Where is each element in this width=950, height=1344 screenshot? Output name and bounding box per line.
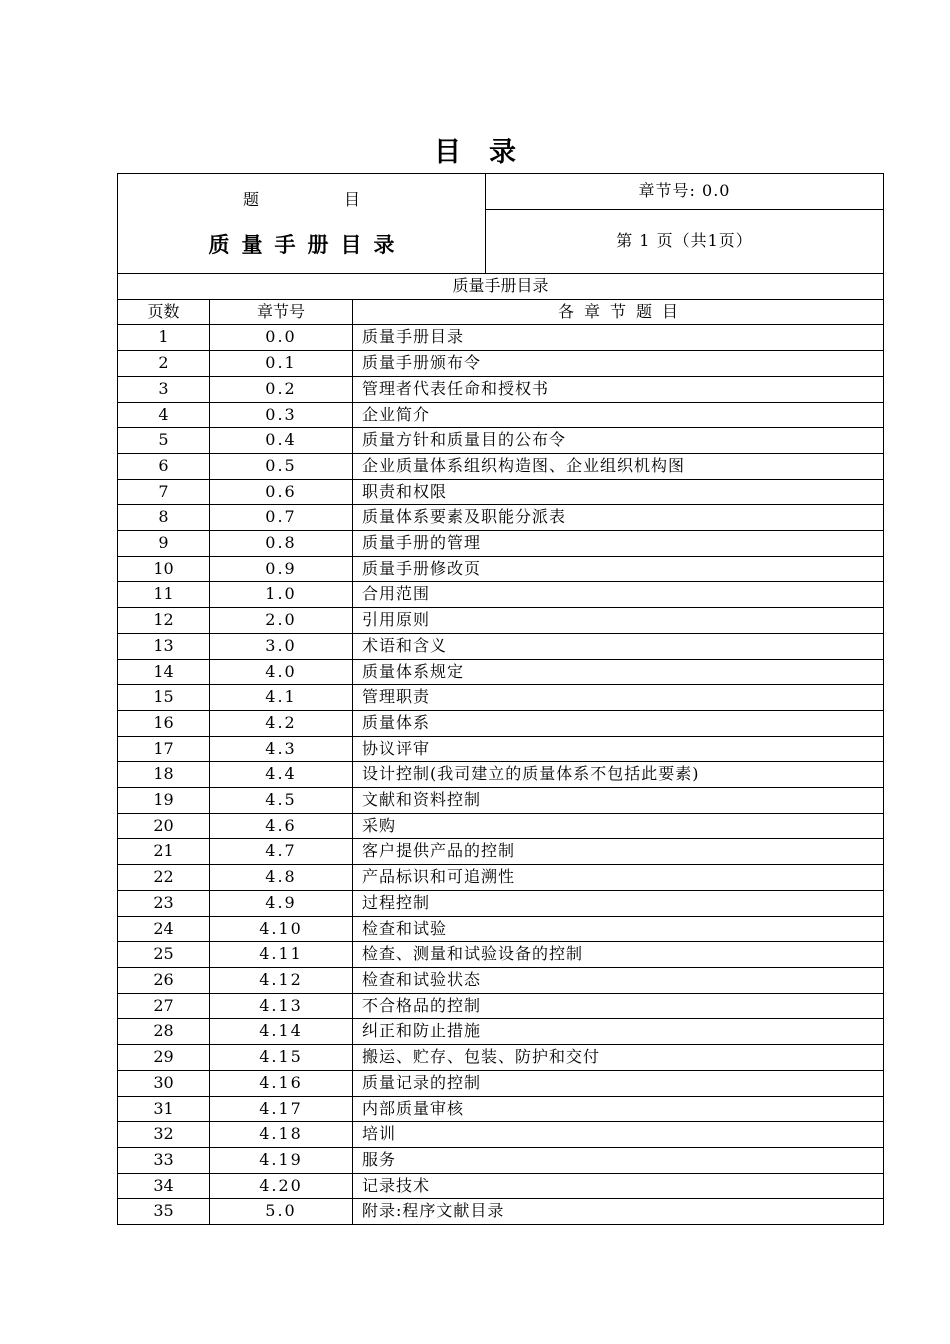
row-section-number: 0.2 — [210, 376, 353, 402]
row-section-number: 4.1 — [210, 685, 353, 711]
row-title: 质量记录的控制 — [353, 1070, 884, 1096]
column-header-section: 章节号 — [210, 299, 353, 325]
row-title: 纠正和防止措施 — [353, 1019, 884, 1045]
row-section-number: 5.0 — [210, 1199, 353, 1225]
row-section-number: 4.2 — [210, 710, 353, 736]
table-row — [118, 788, 884, 814]
row-page-number: 26 — [118, 967, 210, 993]
row-page-number: 14 — [118, 659, 210, 685]
row-section-number: 0.5 — [210, 453, 353, 479]
table-row — [118, 608, 884, 634]
column-header-title: 各章节题目 — [353, 299, 884, 325]
row-title: 质量体系要素及职能分派表 — [353, 505, 884, 531]
table-row — [118, 659, 884, 685]
row-section-number: 4.0 — [210, 659, 353, 685]
row-section-number: 4.20 — [210, 1173, 353, 1199]
row-page-number: 24 — [118, 916, 210, 942]
document-frame — [117, 173, 883, 1225]
row-section-number: 0.8 — [210, 531, 353, 557]
table-row — [118, 839, 884, 865]
row-page-number: 10 — [118, 556, 210, 582]
table-row — [118, 916, 884, 942]
table-row — [118, 1045, 884, 1071]
table-row — [118, 376, 884, 402]
table-row — [118, 505, 884, 531]
row-page-number: 17 — [118, 736, 210, 762]
row-section-number: 2.0 — [210, 608, 353, 634]
table-row — [118, 428, 884, 454]
row-page-number: 15 — [118, 685, 210, 711]
row-section-number: 0.9 — [210, 556, 353, 582]
row-page-number: 9 — [118, 531, 210, 557]
page-info: 第 1 页（共1页） — [486, 209, 884, 273]
row-page-number: 25 — [118, 942, 210, 968]
row-page-number: 6 — [118, 453, 210, 479]
row-section-number: 4.8 — [210, 865, 353, 891]
row-page-number: 31 — [118, 1096, 210, 1122]
row-title: 产品标识和可追溯性 — [353, 865, 884, 891]
table-row — [118, 967, 884, 993]
table-row — [118, 890, 884, 916]
row-page-number: 35 — [118, 1199, 210, 1225]
row-section-number: 0.3 — [210, 402, 353, 428]
table-row — [118, 1147, 884, 1173]
row-title: 检查和试验 — [353, 916, 884, 942]
row-page-number: 11 — [118, 582, 210, 608]
row-section-number: 4.18 — [210, 1122, 353, 1148]
header-table — [117, 173, 884, 274]
row-page-number: 1 — [118, 325, 210, 351]
row-section-number: 0.6 — [210, 479, 353, 505]
row-title: 质量手册颁布令 — [353, 351, 884, 377]
table-row — [118, 633, 884, 659]
row-page-number: 33 — [118, 1147, 210, 1173]
row-page-number: 29 — [118, 1045, 210, 1071]
row-page-number: 23 — [118, 890, 210, 916]
row-page-number: 2 — [118, 351, 210, 377]
row-section-number: 4.7 — [210, 839, 353, 865]
row-section-number: 4.4 — [210, 762, 353, 788]
row-section-number: 4.16 — [210, 1070, 353, 1096]
row-page-number: 30 — [118, 1070, 210, 1096]
row-page-number: 28 — [118, 1019, 210, 1045]
table-row — [118, 993, 884, 1019]
row-title: 服务 — [353, 1147, 884, 1173]
row-title: 质量方针和质量目的公布令 — [353, 428, 884, 454]
row-section-number: 4.13 — [210, 993, 353, 1019]
table-row — [118, 479, 884, 505]
row-section-number: 4.6 — [210, 813, 353, 839]
table-row — [118, 453, 884, 479]
table-row — [118, 865, 884, 891]
row-title: 过程控制 — [353, 890, 884, 916]
table-row — [118, 1019, 884, 1045]
row-title: 培训 — [353, 1122, 884, 1148]
table-row — [118, 325, 884, 351]
topic-label: 题 目 — [242, 190, 401, 209]
table-row — [118, 402, 884, 428]
row-page-number: 18 — [118, 762, 210, 788]
table-row — [118, 1173, 884, 1199]
row-section-number: 4.10 — [210, 916, 353, 942]
row-title: 质量手册修改页 — [353, 556, 884, 582]
table-row — [118, 1096, 884, 1122]
row-page-number: 7 — [118, 479, 210, 505]
row-title: 搬运、贮存、包装、防护和交付 — [353, 1045, 884, 1071]
table-row — [118, 582, 884, 608]
table-row — [118, 762, 884, 788]
table-row — [118, 351, 884, 377]
row-title: 质量体系规定 — [353, 659, 884, 685]
row-page-number: 20 — [118, 813, 210, 839]
table-row — [118, 813, 884, 839]
row-title: 企业质量体系组织构造图、企业组织机构图 — [353, 453, 884, 479]
row-section-number: 4.9 — [210, 890, 353, 916]
row-section-number: 4.17 — [210, 1096, 353, 1122]
row-title: 质量体系 — [353, 710, 884, 736]
row-section-number: 0.1 — [210, 351, 353, 377]
row-title: 客户提供产品的控制 — [353, 839, 884, 865]
row-title: 质量手册目录 — [353, 325, 884, 351]
row-page-number: 4 — [118, 402, 210, 428]
row-title: 管理职责 — [353, 685, 884, 711]
row-title: 职责和权限 — [353, 479, 884, 505]
column-header-page: 页数 — [118, 299, 210, 325]
row-title: 检查、测量和试验设备的控制 — [353, 942, 884, 968]
row-title: 合用范围 — [353, 582, 884, 608]
row-section-number: 4.19 — [210, 1147, 353, 1173]
row-title: 文献和资料控制 — [353, 788, 884, 814]
row-page-number: 34 — [118, 1173, 210, 1199]
table-row — [118, 942, 884, 968]
row-page-number: 13 — [118, 633, 210, 659]
row-section-number: 4.11 — [210, 942, 353, 968]
row-section-number: 4.15 — [210, 1045, 353, 1071]
table-row — [118, 1070, 884, 1096]
row-section-number: 4.3 — [210, 736, 353, 762]
table-row — [118, 710, 884, 736]
table-row — [118, 1122, 884, 1148]
contents-rows — [118, 325, 884, 1225]
header-topic-cell — [118, 174, 486, 274]
table-row — [118, 556, 884, 582]
row-title: 质量手册的管理 — [353, 531, 884, 557]
row-title: 内部质量审核 — [353, 1096, 884, 1122]
row-page-number: 32 — [118, 1122, 210, 1148]
chapter-number: 章节号: 0.0 — [486, 174, 884, 210]
row-page-number: 5 — [118, 428, 210, 454]
row-title: 引用原则 — [353, 608, 884, 634]
table-row — [118, 685, 884, 711]
table-row — [118, 1199, 884, 1225]
row-section-number: 0.4 — [210, 428, 353, 454]
row-section-number: 4.5 — [210, 788, 353, 814]
row-page-number: 3 — [118, 376, 210, 402]
row-section-number: 0.0 — [210, 325, 353, 351]
row-title: 不合格品的控制 — [353, 993, 884, 1019]
row-title: 附录:程序文献目录 — [353, 1199, 884, 1225]
row-page-number: 19 — [118, 788, 210, 814]
row-section-number: 4.12 — [210, 967, 353, 993]
page-title: 目录 — [434, 137, 544, 168]
row-title: 术语和含义 — [353, 633, 884, 659]
row-title: 设计控制(我司建立的质量体系不包括此要素) — [353, 762, 884, 788]
row-section-number: 1.0 — [210, 582, 353, 608]
row-title: 检查和试验状态 — [353, 967, 884, 993]
row-section-number: 0.7 — [210, 505, 353, 531]
row-title: 企业简介 — [353, 402, 884, 428]
row-title: 采购 — [353, 813, 884, 839]
row-page-number: 12 — [118, 608, 210, 634]
row-page-number: 21 — [118, 839, 210, 865]
doc-title: 质量手册目录 — [208, 232, 407, 257]
row-title: 管理者代表任命和授权书 — [353, 376, 884, 402]
row-page-number: 8 — [118, 505, 210, 531]
row-page-number: 27 — [118, 993, 210, 1019]
contents-table — [117, 273, 884, 1225]
row-page-number: 22 — [118, 865, 210, 891]
row-section-number: 3.0 — [210, 633, 353, 659]
row-title: 协议评审 — [353, 736, 884, 762]
section-title: 质量手册目录 — [118, 274, 884, 300]
row-title: 记录技术 — [353, 1173, 884, 1199]
row-section-number: 4.14 — [210, 1019, 353, 1045]
table-row — [118, 736, 884, 762]
row-page-number: 16 — [118, 710, 210, 736]
table-row — [118, 531, 884, 557]
